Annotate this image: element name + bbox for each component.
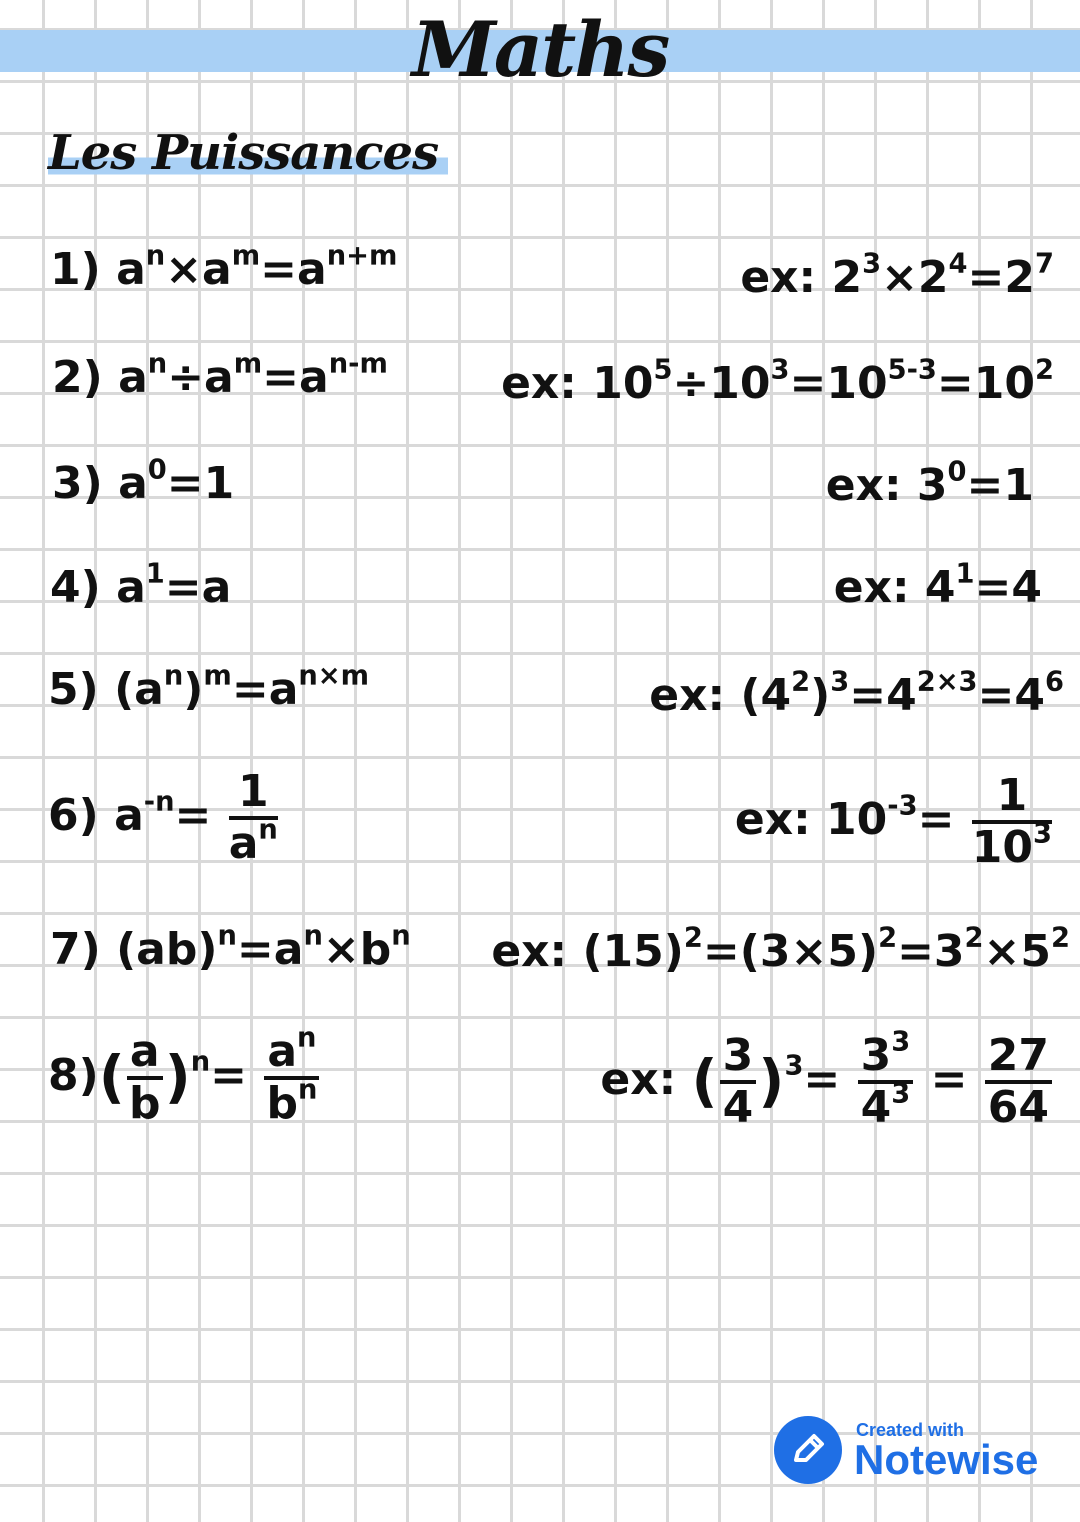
rule-6-fraction: $\frac{1}{a^n}$: [228, 766, 278, 869]
example-4: ex: $4^1=4$: [833, 558, 1042, 613]
rule-1: 1) $a^n\times a^m=a^{n+m}$: [50, 240, 398, 295]
logo-created-with: Created with: [856, 1420, 965, 1440]
example-5: ex: $(4^2)^3=4^{2\times 3}=4^6$: [649, 666, 1064, 721]
pencil-icon: [774, 1416, 842, 1484]
rule-7: 7) $(ab)^n=a^n\times b^n$: [50, 920, 411, 975]
notewise-logo: [774, 1414, 1054, 1488]
example-8-fraction-left: $\frac{3}{4}$: [720, 1034, 757, 1130]
example-6-fraction: $\frac{1}{10^3}$: [971, 770, 1052, 873]
example-6: ex: $10^{-3}=$ $\frac{1}{10^3}$: [734, 770, 1052, 873]
rule-8-fraction-left: $\frac{a}{b}$: [127, 1030, 163, 1126]
rule-4: 4) $a^1=a$: [50, 558, 232, 613]
rule-8-fraction-right: $\frac{a^n}{b^n}$: [264, 1030, 319, 1126]
example-8: ex: ( $\frac{3}{4}$ )$^3$= $\frac{3^3}{4^3}$ = $\frac{27}{64}$: [600, 1034, 1054, 1130]
example-1: ex: $2^3\times 2^4=2^7$: [740, 248, 1054, 303]
rule-8: 8)( $\frac{a}{b}$ )$^n$= $\frac{a^n}{b^n}$: [48, 1030, 321, 1126]
rule-6: 6) $a^{-n}=$ $\frac{1}{a^n}$: [48, 766, 278, 869]
rule-2: 2) $a^n\div a^m=a^{n-m}$: [52, 348, 388, 403]
logo-brand-name: Notewise: [854, 1436, 1039, 1483]
example-3: ex: $3^0=1$: [825, 456, 1034, 511]
page-title: Maths: [411, 5, 669, 94]
example-2: ex: $10^5\div 10^3=10^{5-3}=10^2$: [501, 354, 1054, 409]
rule-5: 5) $(a^n)^m=a^{n\times m}$: [48, 660, 370, 715]
example-8-fraction-middle: $\frac{3^3}{4^3}$: [858, 1034, 914, 1130]
example-7: ex: $(15)^2=(3\times 5)^2=3^2\times 5^2$: [491, 922, 1070, 977]
rule-3: 3) $a^0=1$: [52, 454, 235, 509]
example-8-fraction-right: $\frac{27}{64}$: [985, 1034, 1052, 1130]
section-title: Les Puissances: [48, 125, 448, 181]
